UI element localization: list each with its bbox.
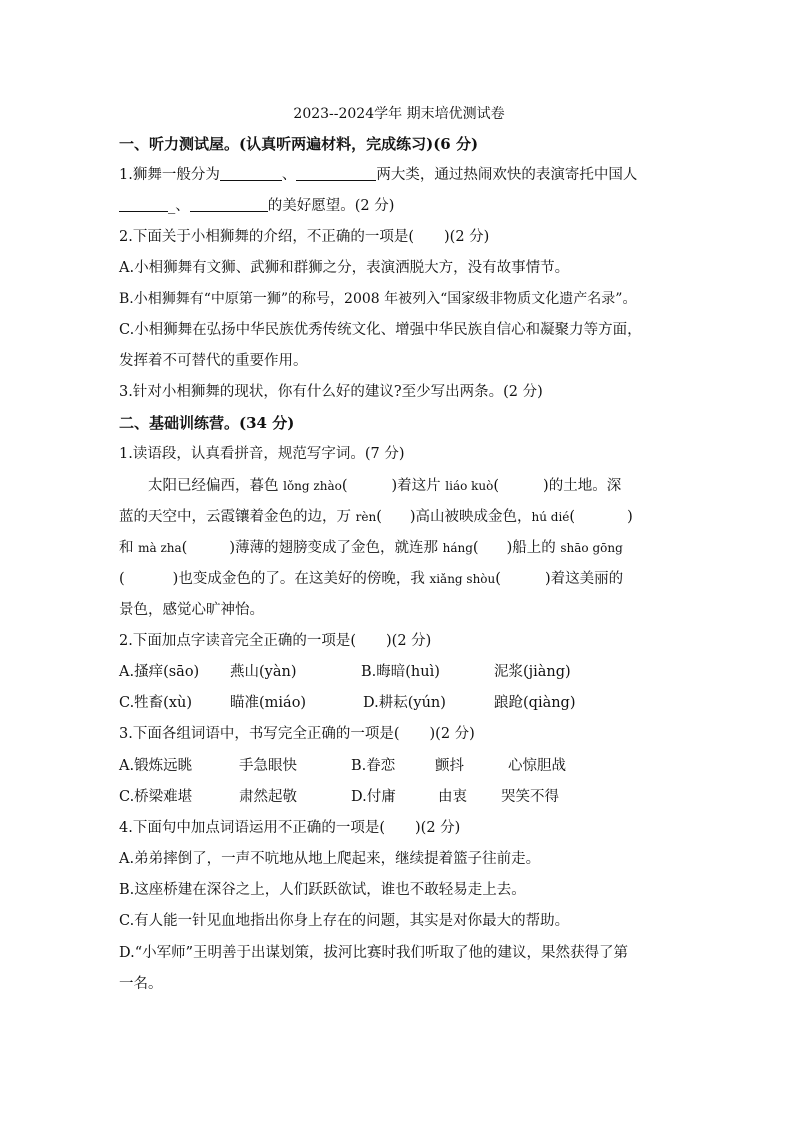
answer-blank[interactable] [220,166,282,181]
option-d: D.付庸 [351,789,396,805]
p1-q2-option-c-cont: 发挥着不可替代的重要作用。 [119,353,308,369]
text: ( [569,509,576,525]
text: ( [472,540,479,556]
text: )的土地。深 [543,478,622,494]
option-b-word2: 颤抖 [435,758,464,774]
text: 4.下面句中加点词语运用不正确的一项是( [119,820,385,836]
option-a-word2: 燕山(yàn) [230,664,297,680]
text: )(2 分) [386,633,432,649]
option-a: A.锻炼远眺 [119,758,193,774]
text: ( [119,571,125,587]
p2-q1-passage-line1 [119,476,621,496]
option-b-word3: 心惊胆战 [508,758,566,774]
option-d-word3: 哭笑不得 [501,789,559,805]
pinyin: xiǎng shòu [429,572,496,586]
option-c-word2: 瞄准(miáo) [230,695,307,711]
text: )高山被映成金色， [409,509,532,525]
p2-q4-option-c: C.有人能一针见血地指出你身上存在的问题，其实是对你最大的帮助。 [119,913,570,929]
p1-q1-line2 [119,196,394,216]
text: 蓝的天空中，云霞镶着金色的边，万 [119,509,356,525]
p2-q2-stem [119,631,431,651]
option-d-word2: 由衷 [438,789,467,805]
p2-q1-stem: 1.读语段，认真看拼音，规范写字词。(7 分) [119,446,405,462]
option-a-word2: 手急眼快 [239,758,297,774]
text: 、 [281,167,297,183]
text: ( [181,540,188,556]
p2-q4-option-b: B.这座桥建在深谷之上，人们跃跃欲试，谁也不敢轻易走上去。 [119,882,526,898]
p2-q1-passage-line4 [119,569,623,589]
text: ( [495,571,501,587]
p2-q1-passage-line3 [119,538,623,558]
p2-q1-passage-line2 [119,507,633,527]
pinyin: háng [442,541,473,555]
text: 2.下面关于小相狮舞的介绍，不正确的一项是( [119,229,414,245]
p2-q4-option-d-cont: 一名。 [119,976,163,992]
text: 太阳已经偏西，暮色 [148,478,284,494]
answer-blank[interactable] [190,197,268,212]
text: 和 [119,540,139,556]
option-d-word2: 踉跄(qiàng) [494,695,576,711]
option-b-word2: 泥浆(jiàng) [494,664,571,680]
option-b: B.眷恋 [351,758,396,774]
p2-q1-passage-line5: 景色，感觉心旷神怡。 [119,602,264,618]
text: )(2 分) [429,726,475,742]
text: ( [493,478,500,494]
p2-q3-stem [119,724,475,744]
p1-q2-option-b: B.小相狮舞有“中原第一狮”的称号，2008 年被列入“国家级非物质文化遗产名录”。 [119,291,637,307]
text: )船上的 [506,540,561,556]
pinyin: rèn [355,510,377,524]
text: 1.狮舞一般分为 [119,167,220,183]
text: ( [376,509,382,525]
pinyin: hú dié [531,510,570,524]
p1-q2-option-a: A.小相狮舞有文狮、武狮和群狮之分，表演洒脱大方，没有故事情节。 [119,260,570,276]
p2-q4-stem [119,818,460,838]
option-a: A.搔痒(sāo) [119,664,200,680]
p2-q4-option-d: D.“小军师”王明善于出谋划策，拔河比赛时我们听取了他的建议，果然获得了第 [119,945,629,961]
p1-q1-line1 [119,165,637,185]
text: 2.下面加点字读音完全正确的一项是( [119,633,356,649]
option-d: D.耕耘(yún) [363,695,446,711]
option-b: B.晦暗(huì) [361,664,440,680]
option-c-word2: 肃然起敬 [239,789,297,805]
text: )(2 分) [444,229,490,245]
p2-q4-option-a: A.弟弟摔倒了，一声不吭地从地上爬起来，继续提着篮子往前走。 [119,851,541,867]
part1-heading: 一、听力测试屋。(认真听两遍材料，完成练习)(6 分) [119,135,479,153]
pinyin: liáo kuò [445,479,494,493]
option-c: C.牲畜(xù) [119,695,193,711]
pinyin: lǒng zhào [283,479,342,493]
text: )也变成金色的了。在这美好的傍晚，我 [172,571,430,587]
pinyin: mà zha [138,541,182,555]
text: )着这美丽的 [544,571,624,587]
text: )(2 分) [415,820,461,836]
part2-heading: 二、基础训练营。(34 分) [119,414,295,432]
p1-q2-option-c: C.小相狮舞在弘扬中华民族优秀传统文化、增强中华民族自信心和凝聚力等方面， [119,322,642,338]
text: _、 [168,198,190,214]
answer-blank[interactable] [296,166,376,181]
answer-blank[interactable] [119,197,168,212]
exam-title: 2023--2024学年 期末培优测试卷 [293,106,505,122]
text: )着这片 [391,478,446,494]
pinyin: shāo gōng [560,541,623,555]
text: 两大类，通过热闹欢快的表演寄托中国人 [376,167,638,183]
option-c: C.桥梁难堪 [119,789,193,805]
p1-q2-stem [119,227,489,247]
text: 的美好愿望。(2 分) [267,198,395,214]
text: ( [341,478,348,494]
text: ) [627,509,633,525]
text: )薄薄的翅膀变成了金色，就连那 [229,540,443,556]
p1-q3: 3.针对小相狮舞的现状，你有什么好的建议?至少写出两条。(2 分) [119,384,543,400]
text: 3.下面各组词语中，书写完全正确的一项是( [119,726,400,742]
